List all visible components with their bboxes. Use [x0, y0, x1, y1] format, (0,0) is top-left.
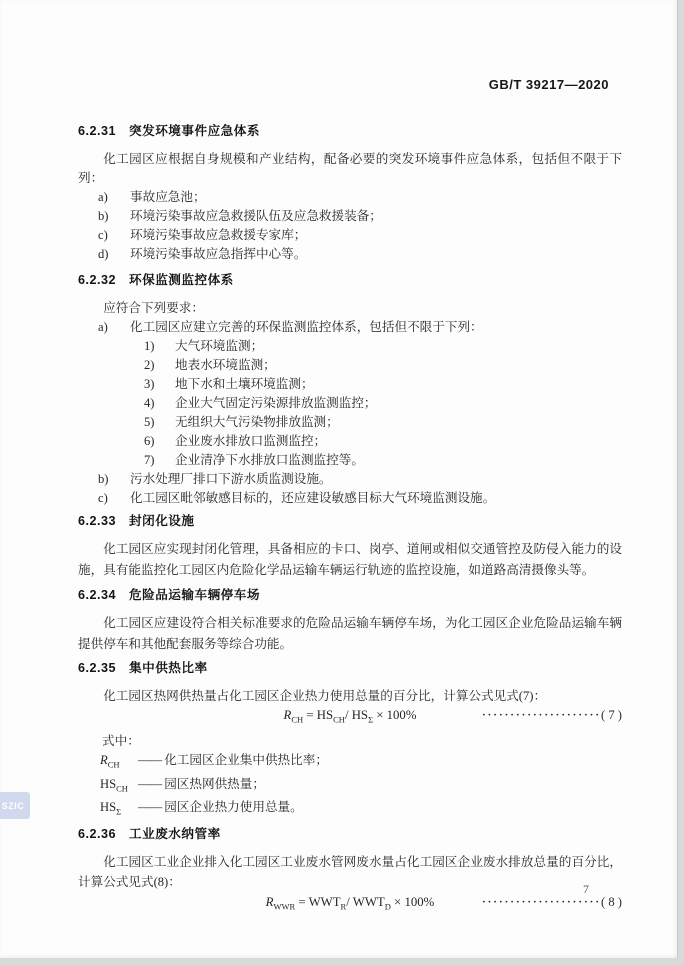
- definition-dash: ——: [138, 753, 162, 767]
- section-number: 6.2.35: [78, 661, 117, 675]
- definition-row: [78, 775, 622, 799]
- list-item: [78, 226, 622, 245]
- formula-8: [265, 894, 435, 912]
- definition-row: [78, 798, 622, 822]
- equation-leader: [482, 893, 622, 912]
- list-item-text: 化工园区毗邻敏感目标的，还应建设敏感目标大气环境监测设施。: [130, 491, 496, 505]
- formula-variable: R: [265, 894, 274, 909]
- sub-list-item: [78, 375, 622, 394]
- sub-item-label: 6): [144, 434, 155, 448]
- where-label: 式中：: [102, 734, 140, 748]
- list-item-label: b): [98, 472, 109, 486]
- section-6236-heading: [78, 825, 622, 844]
- section-number: 6.2.33: [78, 514, 117, 528]
- sub-item-label: 1): [144, 339, 155, 353]
- list-item: [78, 318, 622, 337]
- formula-variable: R: [283, 708, 292, 722]
- definition-term: [100, 775, 138, 799]
- sub-list-item: [78, 432, 622, 451]
- list-item-label: d): [98, 247, 109, 261]
- list-item-label: c): [98, 491, 108, 505]
- list-item: [78, 188, 622, 207]
- sub-item-text: 地下水和土壤环境监测；: [175, 377, 314, 391]
- section-6232-heading: [78, 271, 622, 290]
- sub-item-text: 大气环境监测；: [175, 339, 264, 353]
- term-base: HS: [100, 800, 117, 815]
- formula-7: [283, 708, 417, 725]
- standard-code-header: GB/T 39217—2020: [488, 77, 609, 92]
- szic-watermark-badge: SZIC: [0, 792, 30, 819]
- section-6234-heading: [78, 586, 622, 605]
- list-item-text: 环境污染事故应急救援队伍及应急救援装备；: [130, 209, 382, 223]
- section-6233-heading: [78, 512, 622, 531]
- term-base: R: [100, 753, 108, 767]
- term-subscript: CH: [107, 759, 120, 770]
- formula-subscript: WWR: [273, 901, 296, 912]
- section-6234-paragraph: 化工园区应建设符合相关标准要求的危险品运输车辆停车场，为化工园区企业危险品运输车辆提供停车和其他配套服务等综合功能。: [78, 616, 622, 651]
- list-item-label: a): [98, 190, 108, 204]
- definition-term: [100, 751, 138, 775]
- section-6235-intro: 化工园区热网供热量占化工园区企业热力使用总量的百分比，计算公式见式(7)：: [103, 689, 547, 703]
- formula-operator: = WWT: [295, 894, 341, 909]
- sub-list-item: [78, 394, 622, 413]
- formula-7-row: [78, 706, 622, 725]
- sub-list-item: [78, 337, 622, 356]
- section-number: 6.2.31: [78, 124, 117, 138]
- list-item-label: a): [98, 320, 108, 334]
- equation-number: ( 8 ): [601, 894, 622, 909]
- sub-item-text: 企业大气固定污染源排放监测监控；: [175, 396, 377, 410]
- sub-item-label: 2): [144, 358, 155, 372]
- section-title: 危险品运输车辆停车场: [129, 588, 260, 602]
- definition-dash: ——: [138, 800, 162, 815]
- sub-item-text: 企业清净下水排放口监测监控等。: [175, 453, 364, 467]
- section-6231-intro: 化工园区应根据自身规模和产业结构，配备必要的突发环境事件应急体系，包括但不限于下列：: [78, 152, 622, 185]
- leader-dots: ·····················: [481, 895, 602, 908]
- list-item: [78, 489, 622, 508]
- page-content: [78, 122, 622, 912]
- sub-item-label: 5): [144, 415, 155, 429]
- section-6232-intro: 应符合下列要求：: [103, 301, 204, 315]
- formula-operator: / HS: [344, 708, 369, 722]
- section-title: 突发环境事件应急体系: [129, 124, 260, 138]
- list-item: [78, 470, 622, 489]
- term-base: HS: [100, 776, 117, 791]
- section-6233-paragraph: 化工园区应实现封闭化管理，具备相应的卡口、岗亭、道闸或相似交通管控及防侵入能力的设施，具有能监控化工园区内危险化学品运输车辆运行轨迹的监控设施，如道路高清摄像头等。: [78, 542, 622, 577]
- sub-list-item: [78, 356, 622, 375]
- section-title: 封闭化设施: [129, 514, 195, 528]
- definition-description: 园区企业热力使用总量。: [164, 800, 303, 815]
- formula-operator: / WWT: [346, 894, 385, 909]
- sub-item-text: 地表水环境监测；: [175, 358, 276, 372]
- formula-subscript: CH: [333, 714, 345, 725]
- list-item-text: 污水处理厂排口下游水质监测设施。: [130, 472, 332, 486]
- formula-tail: × 100%: [373, 708, 417, 722]
- list-item-text: 环境污染事故应急救援专家库；: [130, 228, 307, 242]
- formula-tail: × 100%: [390, 894, 435, 909]
- sub-list-item: [78, 451, 622, 470]
- equation-number: ( 7 ): [601, 708, 622, 722]
- sub-item-text: 企业废水排放口监测监控；: [175, 434, 327, 448]
- definition-description: 园区热网供热量；: [164, 776, 265, 791]
- list-item: [78, 245, 622, 264]
- section-title: 工业废水纳管率: [129, 826, 221, 841]
- section-title: 集中供热比率: [129, 661, 208, 675]
- definition-dash: ——: [138, 776, 162, 791]
- definition-term: [100, 798, 138, 822]
- definition-row: [78, 751, 622, 775]
- sub-item-text: 无组织大气污染物排放监测；: [175, 415, 339, 429]
- section-number: 6.2.34: [78, 588, 117, 602]
- sub-list-item: [78, 413, 622, 432]
- equation-leader: [482, 706, 622, 725]
- list-item-text: 环境污染事故应急指挥中心等。: [130, 247, 307, 261]
- list-item-text: 事故应急池；: [130, 190, 206, 204]
- formula-operator: = HS: [303, 708, 334, 722]
- term-subscript: CH: [116, 783, 128, 794]
- list-item: [78, 207, 622, 226]
- section-title: 环保监测监控体系: [129, 273, 234, 287]
- list-item-label: b): [98, 209, 109, 223]
- section-number: 6.2.36: [78, 826, 117, 841]
- sub-item-label: 7): [144, 453, 155, 467]
- formula-subscript: Σ: [368, 714, 374, 725]
- section-6236-intro: 化工园区工业企业排入化工园区工业废水管网废水量占化工园区企业废水排放总量的百分比，计算公式见式(8)：: [78, 854, 622, 890]
- formula-subscript: D: [384, 901, 391, 912]
- sub-item-label: 4): [144, 396, 155, 410]
- formula-8-row: [78, 893, 622, 912]
- formula-subscript: CH: [291, 714, 304, 725]
- list-item-text: 化工园区应建立完善的环保监测监控体系，包括但不限于下列：: [130, 320, 483, 334]
- section-6235-heading: [78, 659, 622, 678]
- sub-item-label: 3): [144, 377, 155, 391]
- section-6231-heading: [78, 122, 622, 141]
- definition-description: 化工园区企业集中供热比率；: [164, 753, 328, 767]
- list-item-label: c): [98, 228, 108, 242]
- leader-dots: ·····················: [481, 709, 602, 721]
- term-subscript: Σ: [116, 806, 122, 817]
- formula-subscript: R: [340, 901, 347, 912]
- section-number: 6.2.32: [78, 273, 117, 287]
- page-number: 7: [583, 882, 589, 896]
